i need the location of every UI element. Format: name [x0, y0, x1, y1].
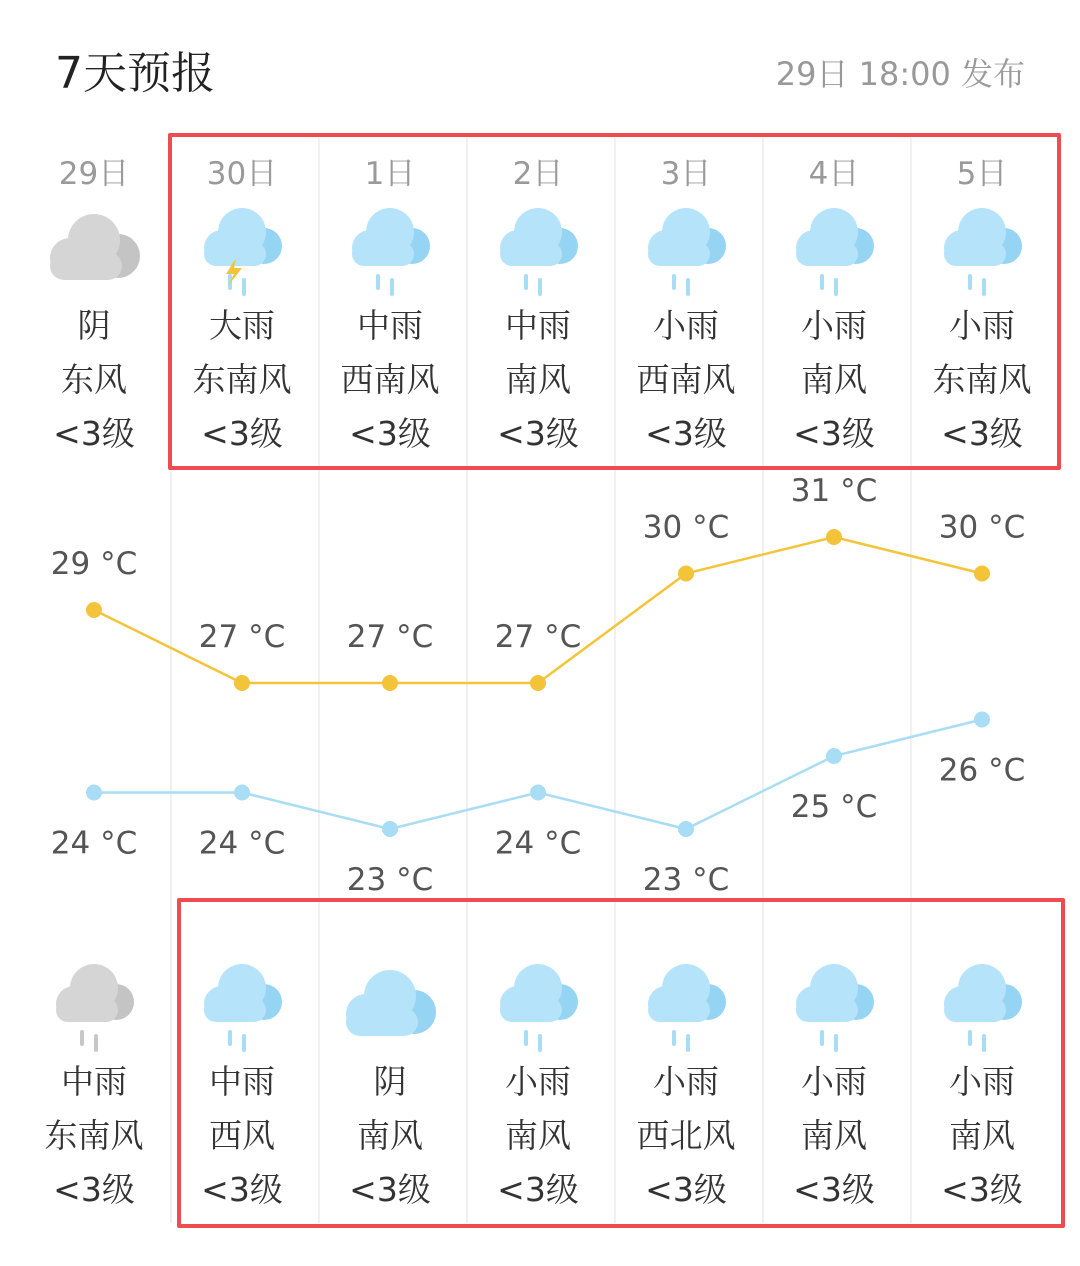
high-temp-label: 31 °C: [790, 473, 878, 509]
forecast-date: 1日: [364, 156, 416, 192]
day-wind-level: <3级: [497, 414, 579, 453]
low-temp-label: 25 °C: [790, 789, 878, 825]
day-condition: 小雨: [949, 306, 1015, 345]
low-temp-label: 24 °C: [50, 825, 138, 862]
page-title: 7天预报: [55, 48, 215, 99]
day-wind-level: <3级: [201, 414, 283, 453]
night-condition: 小雨: [949, 1062, 1015, 1101]
high-temp-point: [826, 529, 842, 545]
night-wind-level: <3级: [645, 1170, 727, 1209]
night-wind-level: <3级: [349, 1170, 431, 1209]
day-condition: 小雨: [653, 306, 719, 345]
high-temp-label: 27 °C: [346, 619, 434, 655]
day-wind-direction: 西南风: [340, 360, 440, 399]
high-temp-line: [94, 537, 982, 683]
forecast-date: 5日: [956, 156, 1008, 192]
night-condition: 小雨: [801, 1062, 867, 1101]
night-condition: 小雨: [505, 1062, 571, 1101]
forecast-date: 3日: [660, 156, 712, 192]
high-temp-point: [86, 602, 102, 618]
day-condition: 中雨: [357, 306, 423, 345]
day-wind-direction: 南风: [505, 360, 571, 399]
high-temp-point: [382, 675, 398, 691]
forecast-date: 29日: [58, 156, 130, 192]
night-highlight-box: [177, 898, 1065, 1228]
day-condition: 阴: [77, 306, 111, 345]
high-temp-point: [974, 566, 990, 582]
day-condition: 中雨: [505, 306, 571, 345]
day-wind-direction: 西南风: [636, 360, 736, 399]
day-wind-level: <3级: [349, 414, 431, 453]
low-temp-label: 23 °C: [642, 862, 730, 898]
night-wind-direction: 西北风: [636, 1116, 736, 1155]
low-temp-label: 24 °C: [198, 825, 286, 862]
high-temp-label: 27 °C: [198, 619, 286, 655]
night-wind-level: <3级: [793, 1170, 875, 1209]
night-wind-direction: 东南风: [44, 1116, 144, 1155]
forecast-date: 30日: [206, 156, 278, 192]
night-condition: 中雨: [61, 1062, 127, 1101]
day-wind-direction: 东风: [61, 360, 127, 399]
night-condition: 小雨: [653, 1062, 719, 1101]
high-temp-label: 29 °C: [50, 546, 138, 582]
low-temp-point: [382, 821, 398, 837]
day-wind-direction: 东南风: [192, 360, 292, 399]
day-wind-level: <3级: [941, 414, 1023, 453]
night-wind-level: <3级: [201, 1170, 283, 1209]
high-temp-label: 30 °C: [642, 509, 730, 546]
night-wind-direction: 南风: [505, 1116, 571, 1155]
low-temp-point: [86, 785, 102, 801]
night-wind-level: <3级: [53, 1170, 135, 1209]
low-temp-point: [678, 821, 694, 837]
low-temp-label: 23 °C: [346, 862, 434, 898]
night-condition: 阴: [373, 1062, 407, 1101]
night-wind-direction: 南风: [801, 1116, 867, 1155]
night-condition: 中雨: [209, 1062, 275, 1101]
day-wind-direction: 南风: [801, 360, 867, 399]
night-wind-level: <3级: [497, 1170, 579, 1209]
day-wind-level: <3级: [793, 414, 875, 453]
low-temp-point: [974, 712, 990, 728]
high-temp-point: [234, 675, 250, 691]
night-wind-direction: 南风: [949, 1116, 1015, 1155]
high-temp-point: [678, 566, 694, 582]
day-condition: 大雨: [209, 306, 275, 345]
day-wind-level: <3级: [645, 414, 727, 453]
night-wind-level: <3级: [941, 1170, 1023, 1209]
day-wind-direction: 东南风: [932, 360, 1032, 399]
low-temp-label: 24 °C: [494, 825, 582, 862]
high-temp-label: 30 °C: [938, 509, 1026, 546]
low-temp-point: [826, 748, 842, 764]
forecast-date: 4日: [808, 156, 860, 192]
high-temp-label: 27 °C: [494, 619, 582, 655]
high-temp-point: [530, 675, 546, 691]
night-wind-direction: 西风: [209, 1116, 275, 1155]
low-temp-label: 26 °C: [938, 752, 1026, 789]
day-condition: 小雨: [801, 306, 867, 345]
day-highlight-box: [168, 133, 1061, 470]
publish-time: 29日 18:00 发布: [775, 55, 1025, 93]
night-wind-direction: 南风: [357, 1116, 423, 1155]
forecast-date: 2日: [512, 156, 564, 192]
low-temp-point: [530, 785, 546, 801]
low-temp-point: [234, 785, 250, 801]
day-wind-level: <3级: [53, 414, 135, 453]
